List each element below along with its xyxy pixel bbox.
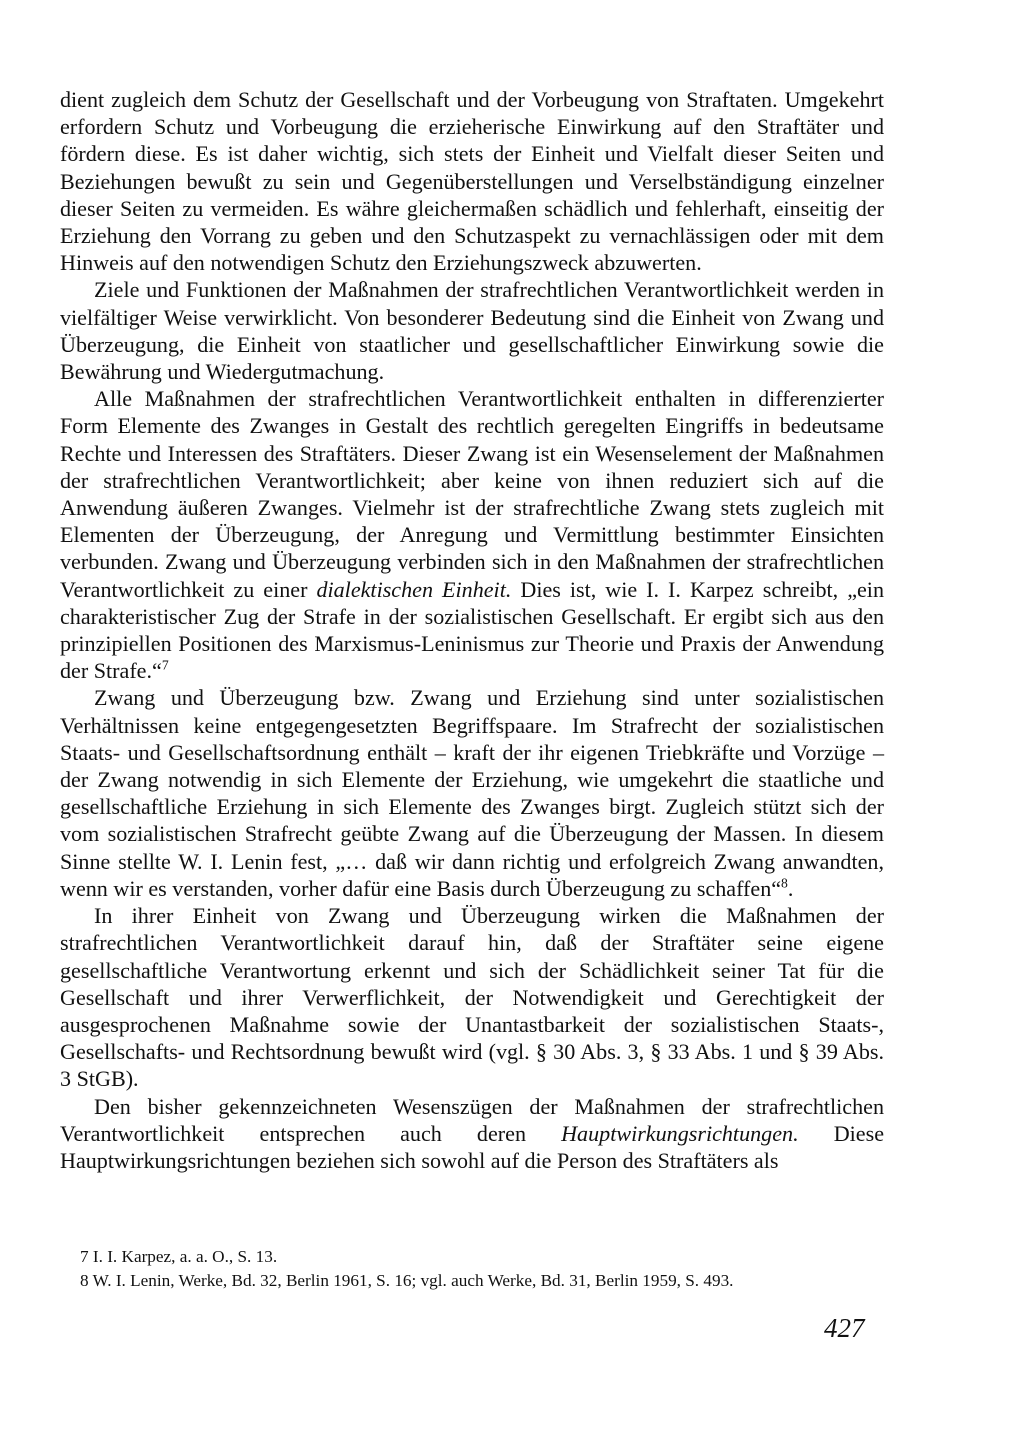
- text-run: Den bisher gekennzeichneten Wesenszügen der Maßnahmen der strafrechtlichen Verantwortlichkeit entsprechen auch deren: [60, 1093, 884, 1146]
- paragraph: [60, 684, 884, 902]
- paragraph: [60, 1093, 884, 1175]
- text-run: Ziele und Funktionen der Maßnahmen der strafrechtlichen Verantwortlichkeit werden in vielfältiger Weise verwirklicht. Von besonderer Bedeutung sind die Einheit von Zwang und Überzeugung, die Einheit von staatlicher und gesellschaftlicher Einwirkung sowie die Bewährung und Wiedergutmachung.: [60, 277, 884, 385]
- text-run: Zwang und Überzeugung bzw. Zwang und Erziehung sind unter sozialistischen Verhältnissen keine entgegengesetzten Begriffspaare. Im Strafrecht der sozialistischen Staats- und Gesellschaftsordnung enthält – kraft der ihr eigenen Triebkräfte und Vorzüge – der Zwang notwendig in sich Elemente der Erziehung, wie umgekehrt die staatliche und gesellschaftliche Erziehung in sich Elemente des Zwanges birgt. Zugleich stützt sich der vom sozialistischen Strafrecht geübte Zwang auf die Überzeugung der Massen. In diesem Sinne stellte W. I. Lenin fest, „… daß wir dann richtig und erfolgreich Zwang anwandten, wenn wir es verstanden, vorher dafür eine Basis durch Überzeugung zu schaffen“: [60, 685, 884, 901]
- text-run: .: [787, 875, 794, 901]
- emphasized-text: dialektischen Einheit.: [316, 576, 512, 602]
- emphasized-text: Hauptwirkungsrichtungen.: [561, 1120, 799, 1146]
- text-run: In ihrer Einheit von Zwang und Überzeugung wirken die Maßnahmen der strafrechtlichen Verantwortlichkeit darauf hin, daß der Straftäter seine eigene gesellschaftliche Verantwortung erkennt und sich der Schädlichkeit seiner Tat für die Gesellschaft und ihrer Verwerflichkeit, der Notwendigkeit und Gerechtigkeit der ausgesprochenen Maßnahme sowie der Unantastbarkeit der sozialistischen Staats-, Gesellschafts- und Rechtsordnung bewußt wird (vgl. § 30 Abs. 3, § 33 Abs. 1 und § 39 Abs. 3 StGB).: [60, 903, 884, 1092]
- footnote: 8 W. I. Lenin, Werke, Bd. 32, Berlin 1961, S. 16; vgl. auch Werke, Bd. 31, Berlin 1959, S. 493.: [80, 1271, 734, 1290]
- text-run: Diese Hauptwirkungsrichtungen beziehen sich sowohl auf die Person des Straftäters als: [60, 1120, 884, 1173]
- paragraph: [60, 385, 884, 684]
- footnote-reference: 8: [781, 875, 788, 891]
- text-run: Alle Maßnahmen der strafrechtlichen Verantwortlichkeit enthalten in differenzierter Form Elemente des Zwanges in Gestalt des rechtlich geregelten Eingriffs in bedeutsame Rechte und Interessen des Straftäters. Dieser Zwang ist ein Wesenselement der Maßnahmen der strafrechtlichen Verantwortlichkeit; aber keine von ihnen reduziert sich auf die Anwendung äußeren Zwanges. Vielmehr ist der strafrechtliche Zwang stets zugleich mit Elementen der Überzeugung, der Anregung und Vermittlung bestimmter Einsichten verbunden. Zwang und Überzeugung verbinden sich in den Maßnahmen der strafrechtlichen Verantwortlichkeit zu einer: [60, 386, 884, 602]
- paragraph: [60, 276, 884, 385]
- paragraph: [60, 86, 884, 276]
- text-run: Dies ist, wie I. I. Karpez schreibt, „ein charakteristischer Zug der Strafe in der sozialistischen Gesellschaft. Er ergibt sich aus den prinzipiellen Positionen des Marxismus-Leninismus zur Theorie und Praxis der Anwendung der Strafe.“: [60, 576, 884, 684]
- page-number: 427: [824, 1313, 865, 1343]
- footnote-reference: 7: [161, 657, 169, 673]
- footnotes: [80, 1245, 910, 1293]
- footnote: 7 I. I. Karpez, a. a. O., S. 13.: [80, 1247, 278, 1266]
- paragraph: [60, 902, 884, 1092]
- body-text: [60, 86, 884, 1174]
- text-run: dient zugleich dem Schutz der Gesellschaft und der Vorbeugung von Straftaten. Umgekehrt erfordern Schutz und Vorbeugung die erzieherische Einwirkung auf den Straftäter und fördern diese. Es ist daher wichtig, sich stets der Einheit und Vielfalt dieser Seiten und Beziehungen bewußt zu sein und Gegenüberstellungen und Verselbständigung einzelner dieser Seiten zu vermeiden. Es währe gleichermaßen schädlich und fehlerhaft, einseitig der Erziehung den Vorrang zu geben und den Schutzaspekt zu vernachlässigen oder mit dem Hinweis auf den notwendigen Schutz den Erziehungszweck abzuwerten.: [60, 87, 884, 276]
